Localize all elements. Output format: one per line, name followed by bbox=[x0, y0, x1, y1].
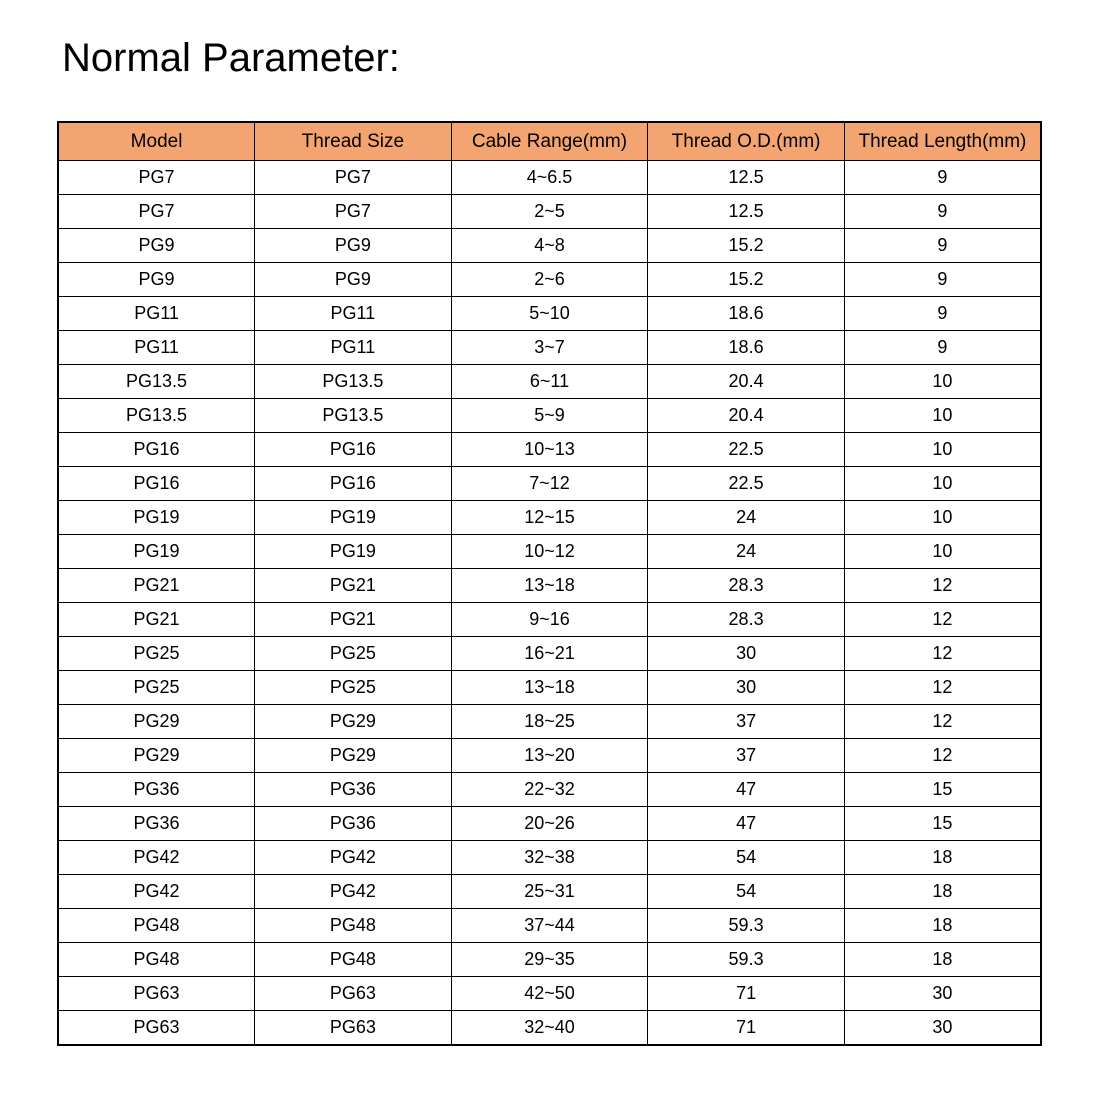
table-cell: 12.5 bbox=[648, 161, 845, 195]
table-cell: PG16 bbox=[58, 467, 255, 501]
table-cell: 18 bbox=[844, 841, 1041, 875]
table-cell: 10 bbox=[844, 433, 1041, 467]
table-cell: PG21 bbox=[58, 603, 255, 637]
table-cell: 24 bbox=[648, 501, 845, 535]
table-cell: 13~18 bbox=[451, 671, 648, 705]
table-cell: 9 bbox=[844, 161, 1041, 195]
table-cell: PG16 bbox=[58, 433, 255, 467]
table-cell: PG36 bbox=[58, 773, 255, 807]
table-cell: PG63 bbox=[58, 977, 255, 1011]
table-cell: PG11 bbox=[255, 297, 452, 331]
table-cell: 18 bbox=[844, 875, 1041, 909]
table-cell: 15 bbox=[844, 807, 1041, 841]
table-cell: PG21 bbox=[58, 569, 255, 603]
table-cell: 37~44 bbox=[451, 909, 648, 943]
table-cell: 71 bbox=[648, 977, 845, 1011]
table-row bbox=[58, 977, 1041, 1011]
table-cell: 3~7 bbox=[451, 331, 648, 365]
table-row bbox=[58, 501, 1041, 535]
table-cell: 9 bbox=[844, 263, 1041, 297]
table-cell: PG29 bbox=[255, 739, 452, 773]
table-cell: 32~40 bbox=[451, 1011, 648, 1046]
table-row bbox=[58, 365, 1041, 399]
table-cell: 7~12 bbox=[451, 467, 648, 501]
table-cell: 12 bbox=[844, 705, 1041, 739]
table-cell: 12 bbox=[844, 739, 1041, 773]
table-cell: 15 bbox=[844, 773, 1041, 807]
table-cell: 12~15 bbox=[451, 501, 648, 535]
table-cell: PG21 bbox=[255, 603, 452, 637]
table-cell: PG25 bbox=[58, 637, 255, 671]
table-body bbox=[58, 161, 1041, 1046]
table-row bbox=[58, 705, 1041, 739]
table-cell: 20.4 bbox=[648, 399, 845, 433]
table-cell: 18~25 bbox=[451, 705, 648, 739]
table-cell: 22.5 bbox=[648, 433, 845, 467]
table-cell: 10 bbox=[844, 399, 1041, 433]
table-cell: 30 bbox=[844, 1011, 1041, 1046]
table-row bbox=[58, 875, 1041, 909]
table-cell: 15.2 bbox=[648, 263, 845, 297]
table-cell: 37 bbox=[648, 705, 845, 739]
table-cell: 47 bbox=[648, 773, 845, 807]
table-cell: 12 bbox=[844, 603, 1041, 637]
table-cell: PG36 bbox=[255, 773, 452, 807]
table-cell: 54 bbox=[648, 875, 845, 909]
table-cell: PG16 bbox=[255, 467, 452, 501]
table-row bbox=[58, 943, 1041, 977]
column-header: Thread Length(mm) bbox=[844, 122, 1041, 161]
table-row bbox=[58, 671, 1041, 705]
table-cell: 5~10 bbox=[451, 297, 648, 331]
table-cell: PG63 bbox=[58, 1011, 255, 1046]
table-row bbox=[58, 841, 1041, 875]
column-header: Thread Size bbox=[255, 122, 452, 161]
table-cell: PG13.5 bbox=[58, 365, 255, 399]
table-cell: PG29 bbox=[58, 705, 255, 739]
table-cell: PG48 bbox=[58, 909, 255, 943]
table-cell: 12.5 bbox=[648, 195, 845, 229]
table-cell: PG63 bbox=[255, 977, 452, 1011]
table-row bbox=[58, 535, 1041, 569]
table-cell: PG29 bbox=[255, 705, 452, 739]
table-cell: PG19 bbox=[255, 535, 452, 569]
table-cell: PG11 bbox=[58, 331, 255, 365]
table-cell: 37 bbox=[648, 739, 845, 773]
table-cell: PG48 bbox=[255, 909, 452, 943]
table-cell: PG42 bbox=[58, 841, 255, 875]
table-cell: 59.3 bbox=[648, 943, 845, 977]
table-cell: PG25 bbox=[255, 637, 452, 671]
column-header: Cable Range(mm) bbox=[451, 122, 648, 161]
table-cell: PG7 bbox=[255, 195, 452, 229]
table-cell: 9 bbox=[844, 229, 1041, 263]
table-cell: PG25 bbox=[255, 671, 452, 705]
table-cell: 30 bbox=[648, 637, 845, 671]
table-cell: 29~35 bbox=[451, 943, 648, 977]
table-cell: 18.6 bbox=[648, 331, 845, 365]
table-cell: 24 bbox=[648, 535, 845, 569]
table-row bbox=[58, 331, 1041, 365]
table-cell: PG9 bbox=[255, 229, 452, 263]
table-cell: PG25 bbox=[58, 671, 255, 705]
table-row bbox=[58, 807, 1041, 841]
table-cell: PG48 bbox=[255, 943, 452, 977]
table-cell: PG19 bbox=[58, 501, 255, 535]
table-cell: 28.3 bbox=[648, 603, 845, 637]
table-cell: PG42 bbox=[255, 875, 452, 909]
table-row bbox=[58, 909, 1041, 943]
table-cell: PG42 bbox=[255, 841, 452, 875]
table-cell: 10~13 bbox=[451, 433, 648, 467]
table-cell: 25~31 bbox=[451, 875, 648, 909]
table-cell: PG11 bbox=[255, 331, 452, 365]
page-title: Normal Parameter: bbox=[62, 36, 400, 80]
table-cell: 59.3 bbox=[648, 909, 845, 943]
table-cell: 15.2 bbox=[648, 229, 845, 263]
table-cell: PG9 bbox=[255, 263, 452, 297]
table-cell: 30 bbox=[844, 977, 1041, 1011]
table-cell: PG7 bbox=[255, 161, 452, 195]
table-cell: PG16 bbox=[255, 433, 452, 467]
table-cell: PG48 bbox=[58, 943, 255, 977]
table-cell: PG13.5 bbox=[255, 365, 452, 399]
table-cell: 12 bbox=[844, 671, 1041, 705]
table-cell: 32~38 bbox=[451, 841, 648, 875]
table-cell: 13~20 bbox=[451, 739, 648, 773]
table-cell: 4~6.5 bbox=[451, 161, 648, 195]
table-cell: PG63 bbox=[255, 1011, 452, 1046]
table-row bbox=[58, 773, 1041, 807]
table-cell: 2~5 bbox=[451, 195, 648, 229]
table-cell: 10~12 bbox=[451, 535, 648, 569]
table-cell: 12 bbox=[844, 569, 1041, 603]
table-cell: 4~8 bbox=[451, 229, 648, 263]
table-cell: 20.4 bbox=[648, 365, 845, 399]
table-row bbox=[58, 195, 1041, 229]
table-cell: PG42 bbox=[58, 875, 255, 909]
table-cell: 42~50 bbox=[451, 977, 648, 1011]
table-row bbox=[58, 603, 1041, 637]
table-cell: 9 bbox=[844, 331, 1041, 365]
table-cell: PG21 bbox=[255, 569, 452, 603]
spec-table bbox=[57, 121, 1042, 1046]
table-cell: 2~6 bbox=[451, 263, 648, 297]
table-cell: PG19 bbox=[58, 535, 255, 569]
table-row bbox=[58, 161, 1041, 195]
table-cell: PG9 bbox=[58, 263, 255, 297]
table-cell: PG7 bbox=[58, 195, 255, 229]
table-cell: 10 bbox=[844, 467, 1041, 501]
table-cell: PG19 bbox=[255, 501, 452, 535]
table-cell: 9~16 bbox=[451, 603, 648, 637]
table-cell: PG13.5 bbox=[58, 399, 255, 433]
table-cell: 54 bbox=[648, 841, 845, 875]
table-row bbox=[58, 399, 1041, 433]
table-cell: 47 bbox=[648, 807, 845, 841]
table-row bbox=[58, 467, 1041, 501]
table-cell: PG29 bbox=[58, 739, 255, 773]
table-row bbox=[58, 637, 1041, 671]
table-cell: 22.5 bbox=[648, 467, 845, 501]
table-row bbox=[58, 1011, 1041, 1046]
table-row bbox=[58, 739, 1041, 773]
column-header: Model bbox=[58, 122, 255, 161]
table-cell: 10 bbox=[844, 535, 1041, 569]
table-cell: PG36 bbox=[58, 807, 255, 841]
table-cell: 10 bbox=[844, 365, 1041, 399]
table-row bbox=[58, 569, 1041, 603]
table-cell: 5~9 bbox=[451, 399, 648, 433]
table-cell: 6~11 bbox=[451, 365, 648, 399]
table-cell: PG7 bbox=[58, 161, 255, 195]
table-cell: 18 bbox=[844, 943, 1041, 977]
table-cell: 30 bbox=[648, 671, 845, 705]
table-cell: PG36 bbox=[255, 807, 452, 841]
table-row bbox=[58, 297, 1041, 331]
column-header: Thread O.D.(mm) bbox=[648, 122, 845, 161]
table-cell: PG9 bbox=[58, 229, 255, 263]
table-cell: 28.3 bbox=[648, 569, 845, 603]
table-cell: 12 bbox=[844, 637, 1041, 671]
table-cell: 9 bbox=[844, 195, 1041, 229]
table-cell: 16~21 bbox=[451, 637, 648, 671]
table-cell: PG13.5 bbox=[255, 399, 452, 433]
table-head bbox=[58, 122, 1041, 161]
table-cell: 20~26 bbox=[451, 807, 648, 841]
table-row bbox=[58, 229, 1041, 263]
table-cell: 13~18 bbox=[451, 569, 648, 603]
table-cell: 18 bbox=[844, 909, 1041, 943]
table-row bbox=[58, 263, 1041, 297]
table-row bbox=[58, 433, 1041, 467]
table-header-row bbox=[58, 122, 1041, 161]
table-cell: PG11 bbox=[58, 297, 255, 331]
table-cell: 9 bbox=[844, 297, 1041, 331]
table-cell: 10 bbox=[844, 501, 1041, 535]
table-cell: 22~32 bbox=[451, 773, 648, 807]
table-cell: 18.6 bbox=[648, 297, 845, 331]
table-cell: 71 bbox=[648, 1011, 845, 1046]
